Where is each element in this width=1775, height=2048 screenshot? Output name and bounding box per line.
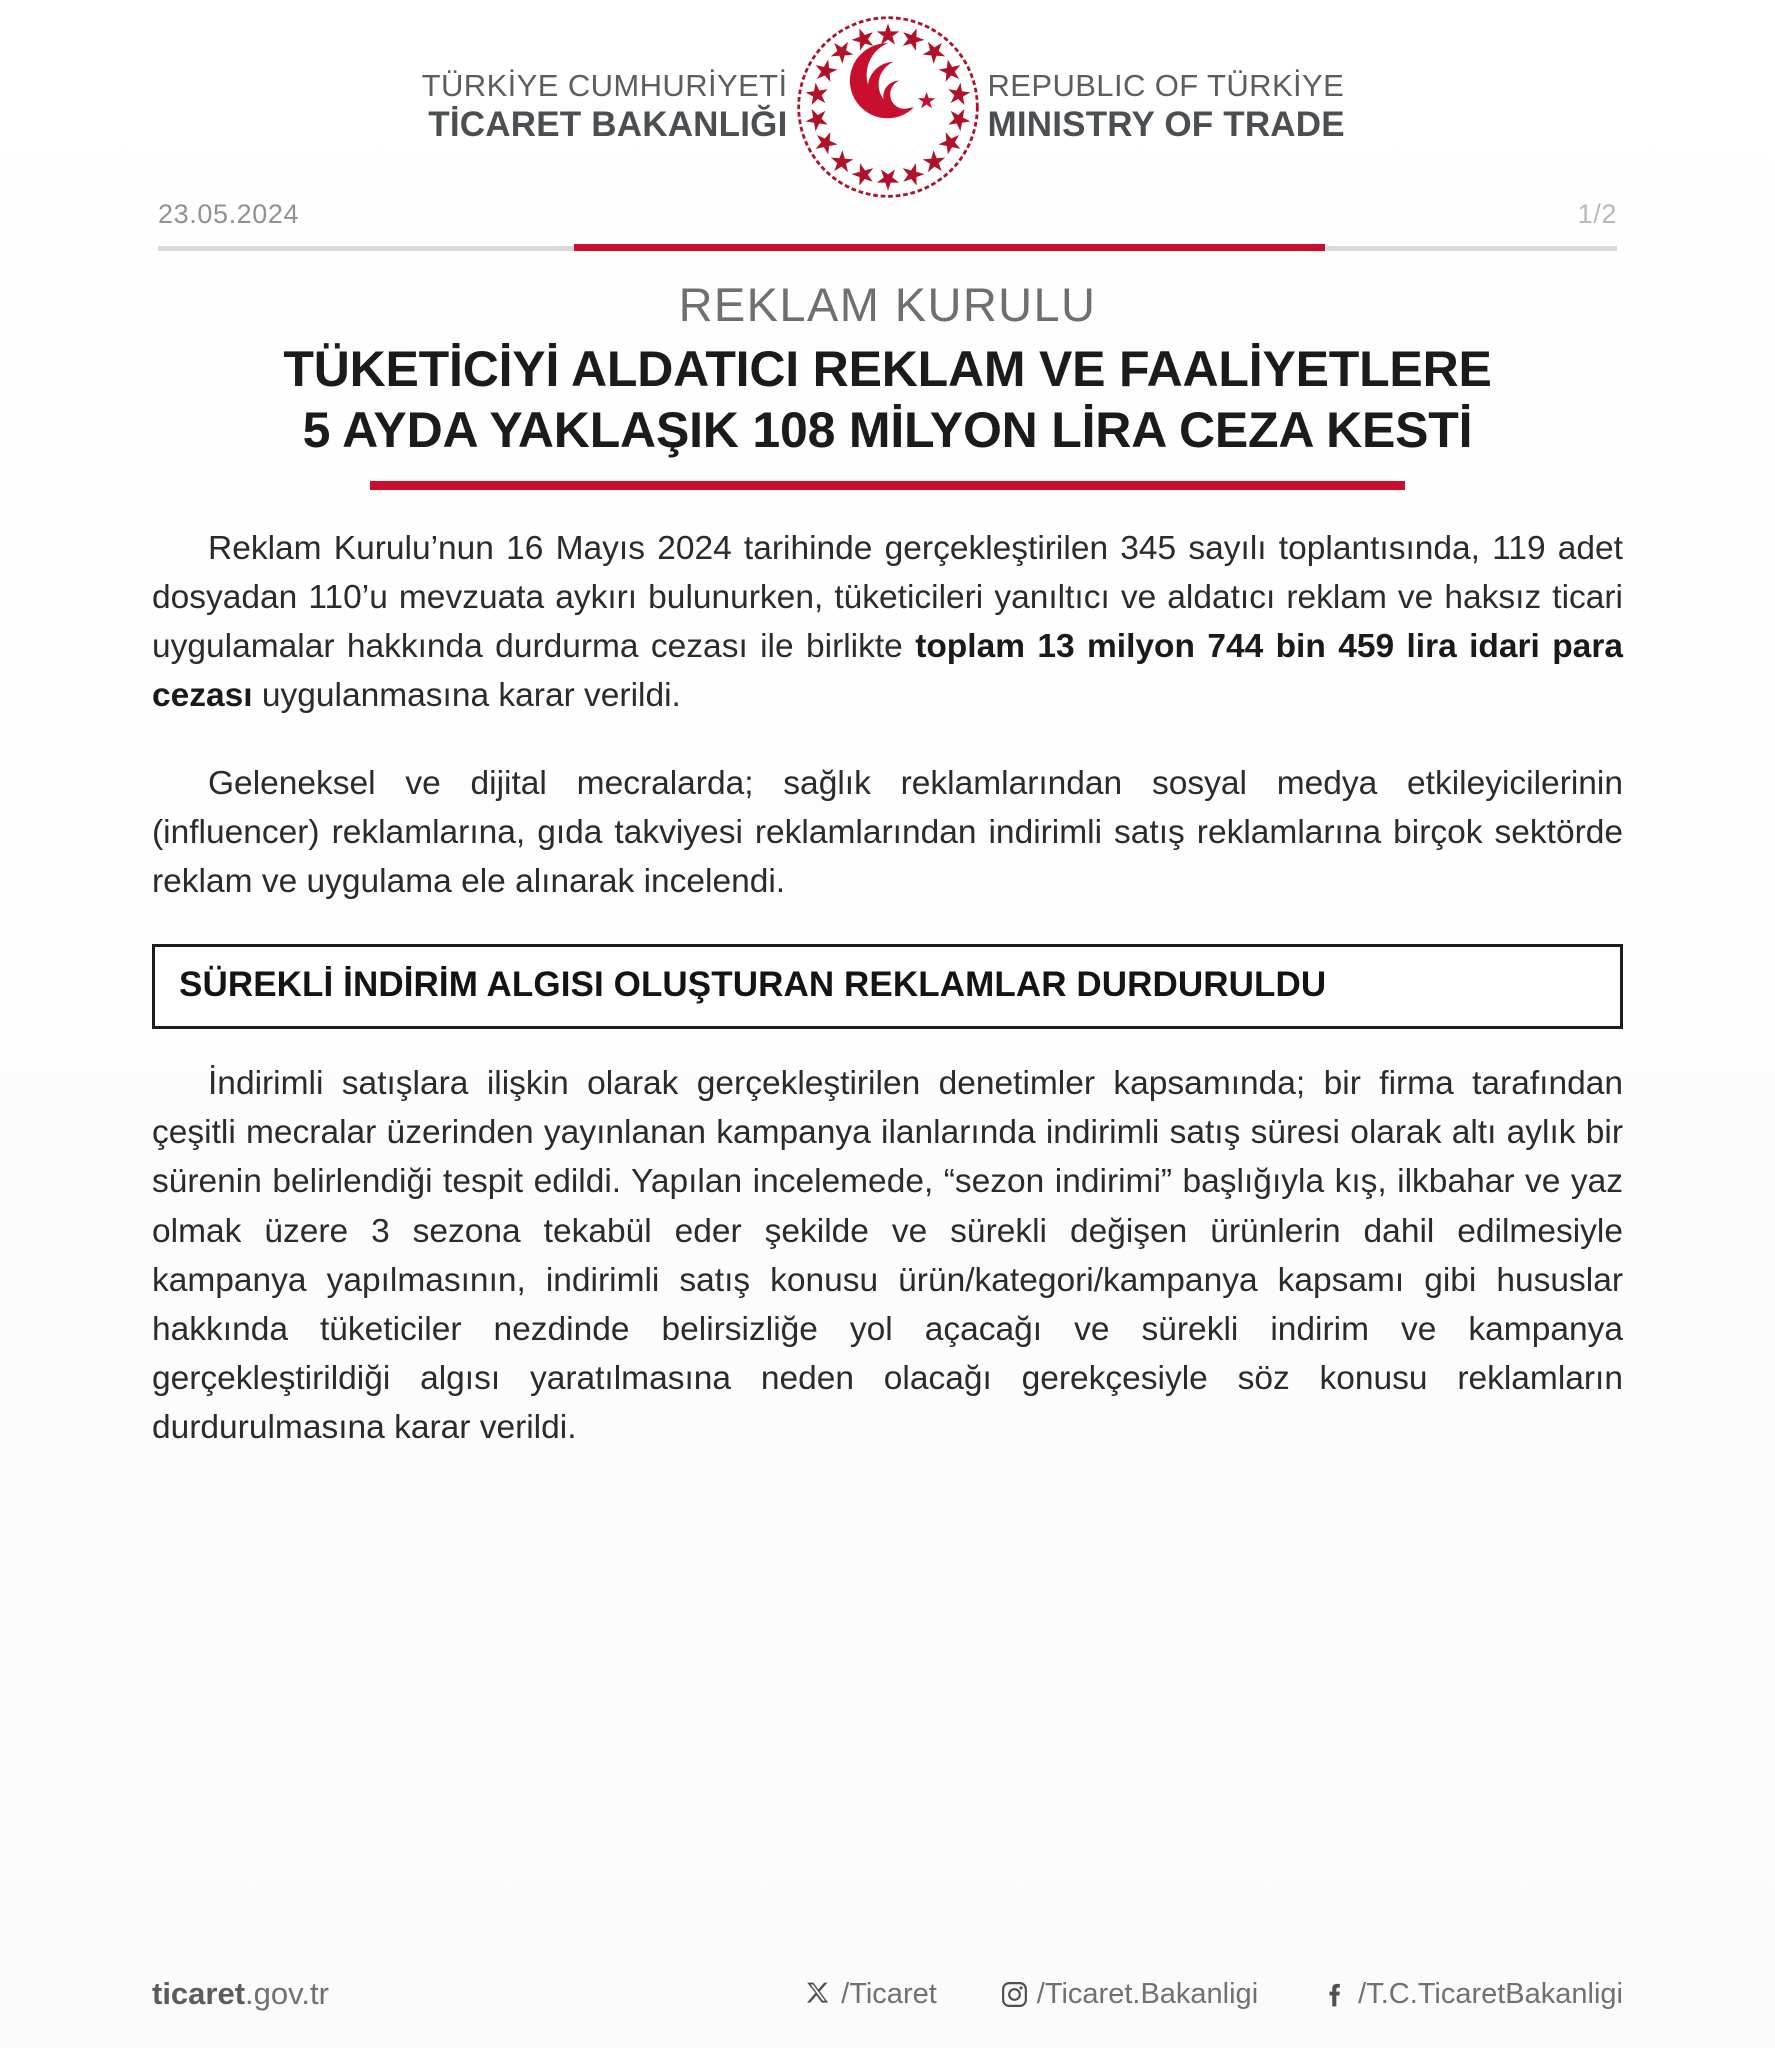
website-url-rest: .gov.tr xyxy=(245,1976,329,2011)
kicker-text: REKLAM KURULU xyxy=(678,278,1097,331)
brand-turkish-line1: TÜRKİYE CUMHURİYETİ xyxy=(421,68,788,104)
title-block xyxy=(0,279,1775,490)
paragraph-3: İndirimli satışlara ilişkin olarak gerçekleştirilen denetimler kapsamında; bir firma tarafından çeşitli mecralar üzerinden yayınlanan kampanya ilanlarında indirimli satış süresi olarak altı aylık bir sürenin belirlendiği tespit edildi. Yapılan incelemede, “sezon indirimi” başlığıyla kış, ilkbahar ve yaz olmak üzere 3 sezona tekabül eder şekilde ve sürekli değişen ürünlerin dahil edilmesiyle kampanya yapılmasının, indirimli satış konusu ürün/kategori/kampanya kapsamı gibi hususlar hakkında tüketiciler nezdinde belirsizliğe yol açacağı ve sürekli indirim ve kampanya gerçekleştirildiği algısı yaratılmasına neden olacağı gerekçesiyle söz konusu reklamların durdurulmasına karar verildi. xyxy=(152,1064,1623,1447)
brand-english-line2: MINISTRY OF TRADE xyxy=(987,104,1345,144)
brand-english xyxy=(988,70,1548,143)
brand-english-line1: REPUBLIC OF TÜRKİYE xyxy=(987,68,1345,104)
article-body xyxy=(152,490,1623,1453)
paragraph-1-part-b: uygulanmasına karar verildi. xyxy=(252,677,681,715)
brand-turkish-line2: TİCARET BAKANLIĞI xyxy=(428,104,788,144)
social-link-instagram[interactable] xyxy=(999,1978,1258,2011)
header-divider-accent xyxy=(574,244,1325,251)
title-underline xyxy=(370,481,1405,490)
social-handle-x: /Ticaret xyxy=(841,1977,937,2010)
page-title-line-2: 5 AYDA YAKLAŞIK 108 MİLYON LİRA CEZA KESTİ xyxy=(302,401,1473,458)
masthead xyxy=(0,0,1775,185)
paragraph-1-part-a: Reklam Kurulu’nun 16 Mayıs 2024 tarihinde gerçekleştirilen 345 sayılı toplantısında, 119 adet dosyadan 110’u mevzuata aykırı bulunurken, tüketicileri yanıltıcı ve aldatıcı reklam ve haksız ticari uygulamalar hakkında durdurma cezası ile birlikte xyxy=(152,529,1623,666)
turkish-ministry-emblem-icon xyxy=(788,7,988,207)
section-heading: SÜREKLİ İNDİRİM ALGISI OLUŞTURAN REKLAMLAR DURDURULDU xyxy=(179,965,1327,1005)
page-title xyxy=(0,339,1775,461)
instagram-icon xyxy=(999,1979,1030,2010)
paragraph-1-emphasis: toplam 13 milyon 744 bin 459 lira idari para cezası xyxy=(152,628,1623,715)
page-title-line-1: TÜKETİCİYİ ALDATICI REKLAM VE FAALİYETLERE xyxy=(283,340,1492,397)
website-url-strong: ticaret xyxy=(152,1976,246,2011)
x-twitter-icon xyxy=(803,1979,834,2010)
social-handle-facebook: /T.C.TicaretBakanligi xyxy=(1358,1977,1623,2010)
page-number: 1/2 xyxy=(1577,199,1617,229)
section-heading-box xyxy=(152,944,1623,1029)
social-handle-instagram: /Ticaret.Bakanligi xyxy=(1036,1977,1259,2010)
date-page-bar xyxy=(158,199,1617,255)
facebook-icon xyxy=(1320,1979,1351,2010)
social-links xyxy=(803,1978,1623,2011)
paragraph-2: Geleneksel ve dijital mecralarda; sağlık reklamlarından sosyal medya etkileyicilerinin (influencer) reklamlarına, gıda takviyesi reklamlarından indirimli satış reklamlarına birçok sektörde reklam ve uygulama ele alınarak incelendi. xyxy=(152,764,1623,901)
publish-date: 23.05.2024 xyxy=(158,199,300,229)
brand-turkish xyxy=(228,70,788,143)
social-link-x[interactable] xyxy=(803,1978,937,2011)
website-url[interactable] xyxy=(152,1976,329,2012)
paragraph-1 xyxy=(152,524,1623,721)
footer xyxy=(152,1976,1623,2012)
social-link-facebook[interactable] xyxy=(1320,1978,1623,2011)
